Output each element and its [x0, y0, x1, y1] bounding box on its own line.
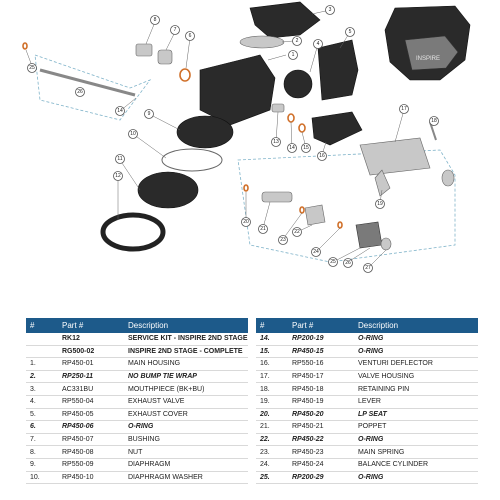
table-row	[26, 370, 248, 383]
row-number: 8.	[26, 446, 58, 459]
row-number: 6.	[26, 421, 58, 434]
o-ring-22	[300, 207, 304, 213]
row-description: NUT	[124, 446, 248, 459]
svg-text:27: 27	[365, 265, 371, 271]
header-desc: Description	[354, 318, 478, 333]
row-part-number: RP550-04	[58, 395, 124, 408]
row-number: 2.	[26, 370, 58, 383]
header-part: Part #	[288, 318, 354, 333]
tie-wrap	[240, 36, 284, 48]
o-ring-14	[288, 114, 294, 122]
row-number: 22.	[256, 433, 288, 446]
table-row	[256, 358, 478, 371]
row-part-number: AC331BU	[58, 383, 124, 396]
callout-1	[289, 51, 298, 60]
row-description: VALVE HOUSING	[354, 370, 478, 383]
svg-text:14: 14	[117, 108, 123, 114]
row-description: O-RING	[354, 345, 478, 358]
row-number: 19.	[256, 395, 288, 408]
row-description: RETAINING PIN	[354, 383, 478, 396]
row-number: 17.	[256, 370, 288, 383]
callout-3	[326, 6, 335, 15]
row-description: MAIN SPRING	[354, 446, 478, 459]
svg-text:4: 4	[316, 41, 320, 47]
table-row	[256, 408, 478, 421]
row-part-number: RP200-29	[288, 471, 354, 484]
svg-text:25: 25	[330, 259, 336, 265]
row-number	[26, 333, 58, 345]
callout-13	[272, 138, 281, 147]
svg-text:19: 19	[377, 201, 383, 207]
row-part-number: RP450-01	[58, 358, 124, 371]
table-row	[26, 333, 248, 345]
row-part-number: RP450-21	[288, 421, 354, 434]
row-number: 25.	[256, 471, 288, 484]
o-ring-6	[180, 69, 190, 81]
row-number: 3.	[26, 383, 58, 396]
row-part-number: RP450-22	[288, 433, 354, 446]
row-number: 10.	[26, 471, 58, 484]
row-description: O-RING	[354, 471, 478, 484]
table-row	[26, 345, 248, 358]
row-part-number: RP550-09	[58, 458, 124, 471]
row-part-number: RP450-05	[58, 408, 124, 421]
row-part-number: RP450-17	[288, 370, 354, 383]
row-part-number: RP250-11	[58, 370, 124, 383]
row-number: 16.	[256, 358, 288, 371]
table-row	[26, 458, 248, 471]
callout-20	[242, 218, 251, 227]
table-row	[256, 458, 478, 471]
table-row	[256, 395, 478, 408]
row-description: DIAPHRAGM WASHER	[124, 471, 248, 484]
svg-text:12: 12	[115, 173, 121, 179]
callout-12	[114, 172, 123, 181]
o-ring-25b	[338, 222, 342, 228]
svg-text:2: 2	[295, 38, 299, 44]
svg-text:13: 13	[273, 139, 279, 145]
row-description: INSPIRE 2ND STAGE - COMPLETE	[124, 345, 248, 358]
row-part-number: RP450-20	[288, 408, 354, 421]
table-row	[26, 446, 248, 459]
callout-22	[293, 228, 302, 237]
row-description: DIAPHRAGM	[124, 458, 248, 471]
callout-18	[430, 117, 439, 126]
parts-table-left	[26, 318, 248, 484]
lp-seat-20	[244, 185, 248, 191]
mouthpiece	[250, 2, 320, 38]
row-description: LEVER	[354, 395, 478, 408]
nut	[136, 44, 152, 56]
callout-24	[312, 248, 321, 257]
callout-5	[346, 28, 355, 37]
table-header-row	[26, 318, 248, 333]
cover-ring	[103, 215, 163, 249]
svg-text:1: 1	[291, 52, 295, 58]
table-row	[26, 358, 248, 371]
row-description: POPPET	[354, 421, 478, 434]
header-num: #	[256, 318, 288, 333]
table-row	[26, 383, 248, 396]
header-part: Part #	[58, 318, 124, 333]
callout-21	[259, 225, 268, 234]
balance-cylinder	[356, 222, 382, 248]
row-number: 1.	[26, 358, 58, 371]
valve-housing	[360, 138, 430, 175]
svg-text:22: 22	[294, 229, 300, 235]
header-num: #	[26, 318, 58, 333]
adjust-rod	[40, 70, 135, 95]
row-number: 15.	[256, 345, 288, 358]
row-number: 7.	[26, 433, 58, 446]
svg-text:24: 24	[313, 249, 319, 255]
row-description: O-RING	[354, 333, 478, 345]
svg-text:17: 17	[401, 106, 407, 112]
table-row	[256, 433, 478, 446]
table-row	[26, 408, 248, 421]
svg-text:18: 18	[431, 118, 437, 124]
row-part-number: RP550-16	[288, 358, 354, 371]
regulator-body	[385, 6, 470, 80]
table-row	[26, 433, 248, 446]
main-spring	[305, 205, 325, 225]
poppet	[262, 192, 292, 202]
table-row	[26, 421, 248, 434]
svg-text:8: 8	[153, 17, 157, 23]
callout-17	[400, 105, 409, 114]
callout-27	[364, 264, 373, 273]
row-number: 21.	[256, 421, 288, 434]
callout-10	[129, 130, 138, 139]
row-number: 20.	[256, 408, 288, 421]
header-desc: Description	[124, 318, 248, 333]
svg-text:15: 15	[303, 145, 309, 151]
table-row	[26, 471, 248, 484]
table-row	[256, 345, 478, 358]
row-description: O-RING	[354, 433, 478, 446]
callout-23	[279, 236, 288, 245]
svg-text:14: 14	[289, 145, 295, 151]
bushing	[158, 50, 172, 64]
row-part-number: RP450-23	[288, 446, 354, 459]
row-description: BALANCE CYLINDER	[354, 458, 478, 471]
callout-11	[116, 155, 125, 164]
row-part-number: RG500-02	[58, 345, 124, 358]
row-description: O-RING	[124, 421, 248, 434]
small-bushing-13	[272, 104, 284, 112]
table-header-row	[256, 318, 478, 333]
callout-15	[302, 144, 311, 153]
row-number: 18.	[256, 383, 288, 396]
table-row	[256, 421, 478, 434]
row-part-number: RP450-24	[288, 458, 354, 471]
exhaust-cover	[318, 40, 358, 100]
svg-text:7: 7	[173, 27, 177, 33]
row-number: 24.	[256, 458, 288, 471]
exhaust-valve	[284, 70, 312, 98]
callout-2	[293, 37, 302, 46]
callout-9	[145, 110, 154, 119]
row-description: BUSHING	[124, 433, 248, 446]
row-description: VENTURI DEFLECTOR	[354, 358, 478, 371]
svg-text:26: 26	[345, 260, 351, 266]
callout-7	[171, 26, 180, 35]
venturi-deflector	[312, 112, 362, 145]
table-row	[256, 383, 478, 396]
row-part-number: RP450-06	[58, 421, 124, 434]
assembly-guide-left	[35, 55, 150, 120]
svg-text:3: 3	[328, 7, 332, 13]
row-description: EXHAUST COVER	[124, 408, 248, 421]
row-number: 23.	[256, 446, 288, 459]
diaphragm-washer	[162, 149, 222, 171]
row-part-number: RP450-10	[58, 471, 124, 484]
svg-text:10: 10	[130, 131, 136, 137]
main-housing	[200, 55, 275, 125]
row-description: MOUTHPIECE (BK+BU)	[124, 383, 248, 396]
row-number: 9.	[26, 458, 58, 471]
callout-14	[288, 144, 297, 153]
row-part-number: RP450-07	[58, 433, 124, 446]
row-number	[26, 345, 58, 358]
svg-text:21: 21	[260, 226, 266, 232]
callout-4	[314, 40, 323, 49]
row-part-number: RK12	[58, 333, 124, 345]
callout-26	[76, 88, 85, 97]
row-number: 5.	[26, 408, 58, 421]
svg-text:25: 25	[29, 65, 35, 71]
svg-text:6: 6	[188, 33, 192, 39]
table-row	[256, 471, 478, 484]
row-part-number: RP450-19	[288, 395, 354, 408]
callout-14b	[116, 107, 125, 116]
svg-text:5: 5	[348, 29, 352, 35]
diaphragm	[177, 116, 233, 148]
row-number: 14.	[256, 333, 288, 345]
row-description: NO BUMP TIE WRAP	[124, 370, 248, 383]
valve-end-ring	[442, 170, 454, 186]
table-row	[256, 333, 478, 345]
callout-25b	[28, 64, 37, 73]
o-ring-25	[23, 43, 27, 49]
table-row	[26, 395, 248, 408]
o-ring-15	[299, 124, 305, 132]
svg-text:20: 20	[243, 219, 249, 225]
row-description: EXHAUST VALVE	[124, 395, 248, 408]
row-part-number: RP200-19	[288, 333, 354, 345]
svg-text:11: 11	[117, 156, 123, 162]
callout-26b	[344, 259, 353, 268]
row-part-number: RP450-08	[58, 446, 124, 459]
callout-8	[151, 16, 160, 25]
row-part-number: RP450-18	[288, 383, 354, 396]
callout-6	[186, 32, 195, 41]
svg-text:23: 23	[280, 237, 286, 243]
svg-text:26: 26	[77, 89, 83, 95]
row-part-number: RP450-15	[288, 345, 354, 358]
row-description: MAIN HOUSING	[124, 358, 248, 371]
front-cover	[138, 172, 198, 208]
callout-16	[318, 152, 327, 161]
row-description: LP SEAT	[354, 408, 478, 421]
parts-table-right	[256, 318, 478, 484]
table-row	[256, 370, 478, 383]
brand-text: INSPIRE	[415, 56, 441, 62]
svg-text:16: 16	[319, 153, 325, 159]
callout-25	[329, 258, 338, 267]
row-description: SERVICE KIT - INSPIRE 2ND STAGE	[124, 333, 248, 345]
row-number: 4.	[26, 395, 58, 408]
end-nut	[381, 238, 391, 250]
table-row	[256, 446, 478, 459]
svg-text:9: 9	[147, 111, 151, 117]
callout-19	[376, 200, 385, 209]
